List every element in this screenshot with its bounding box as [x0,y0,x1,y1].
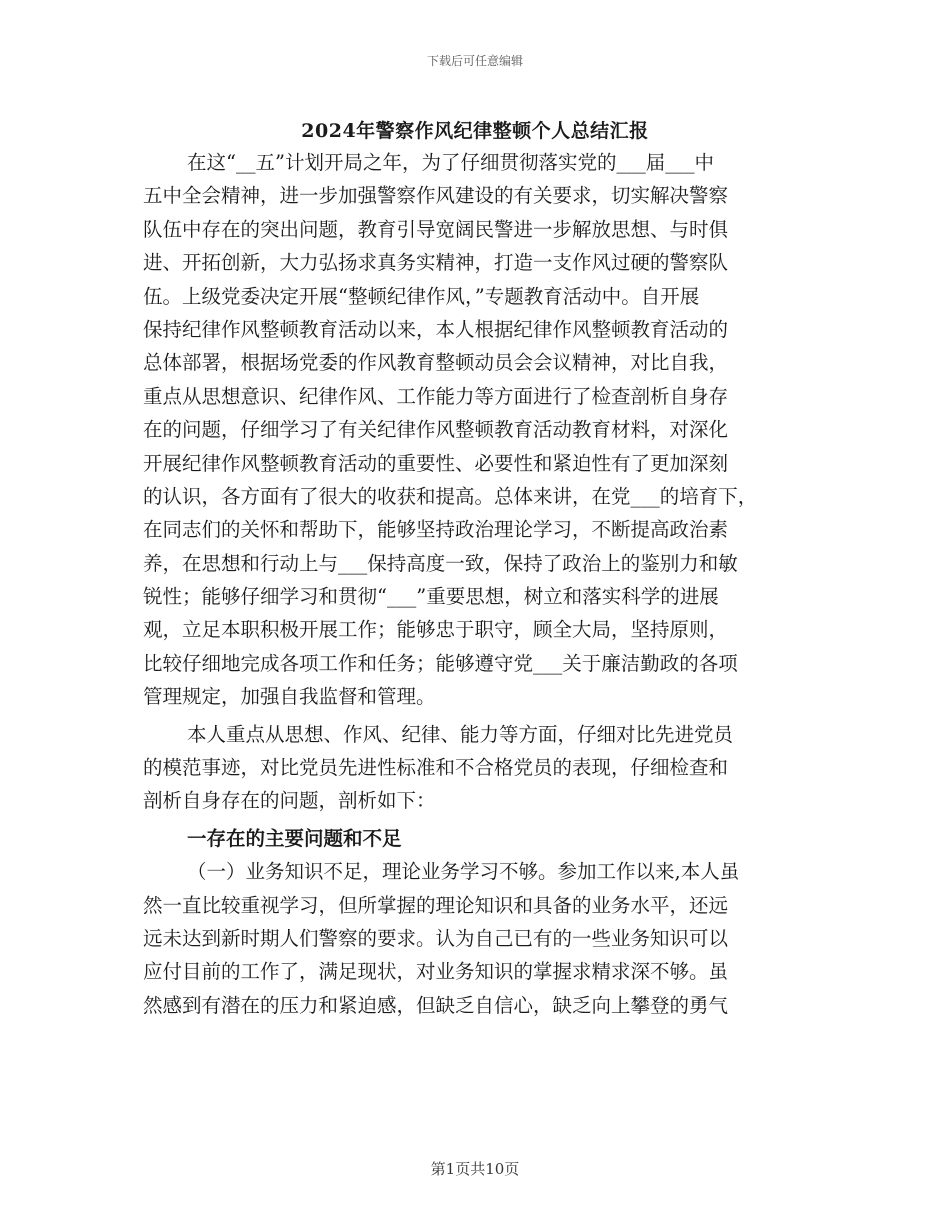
text-line: 锐性；能够仔细学习和贯彻“___”重要思想，树立和落实科学的进展 [143,585,719,609]
page-footer: 第1页共10页 [430,1160,520,1178]
text-line: 管理规定，加强自我监督和管理。 [143,685,436,709]
document-body [143,146,809,1022]
text-line: 保持纪律作风整顿教育活动以来，本人根据纪律作风整顿教育活动的 [143,317,729,341]
text-line: 在同志们的关怀和帮助下，能够坚持政治理论学习，不断提高政治素 [143,518,729,542]
paragraph-intro [143,146,809,714]
text-line: 养，在思想和行动上与___保持高度一致，保持了政治上的鉴别力和敏 [143,551,738,575]
text-line: 然感到有潜在的压力和紧迫感，但缺乏自信心，缺乏向上攀登的勇气 [143,993,729,1017]
text-line: 的模范事迹，对比党员先进性标准和不合格党员的表现，仔细检查和 [143,756,729,780]
text-line: 的认识，各方面有了很大的收获和提高。总体来讲，在党___的培育下， [143,484,758,508]
text-line: 应付目前的工作了，满足现状，对业务知识的掌握求精求深不够。虽 [143,960,729,984]
text-line: 在这“__五”计划开局之年，为了仔细贯彻落实党的___届___中 [187,151,714,174]
text-line: 队伍中存在的突出问题，教育引导宽阔民警进一步解放思想、与时俱 [143,217,729,241]
document-title: 2024年警察作风纪律整顿个人总结汇报 [301,120,649,142]
text-line: 远未达到新时期人们警察的要求。认为自己已有的一些业务知识可以 [143,926,729,950]
text-line: 比较仔细地完成各项工作和任务；能够遵守党___关于廉洁勤政的各项 [143,651,738,675]
text-line: 观，立足本职积极开展工作；能够忠于职守，顾全大局，坚持原则， [143,618,729,642]
text-line: （一）业务知识不足，理论业务学习不够。参加工作以来,本人虽 [187,860,740,884]
section-heading: 一存在的主要问题和不足 [187,826,402,850]
paragraph-analysis [143,718,809,818]
text-line: 重点从思想意识、纪律作风、工作能力等方面进行了检查剖析自身存 [143,384,729,408]
text-line: 开展纪律作风整顿教育活动的重要性、必要性和紧迫性有了更加深刻 [143,451,729,475]
text-line: 然一直比较重视学习，但所掌握的理论知识和具备的业务水平，还远 [143,893,729,917]
text-line: 进、开拓创新，大力弘扬求真务实精神，打造一支作风过硬的警察队 [143,251,729,275]
text-line: 在的问题，仔细学习了有关纪律作风整顿教育活动教育材料，对深化 [143,418,729,442]
text-line: 剖析自身存在的问题，剖析如下： [143,789,436,813]
text-line: 总体部署，根据场党委的作风教育整顿动员会会议精神，对比自我， [143,351,729,375]
text-line: 本人重点从思想、作风、纪律、能力等方面，仔细对比先进党员 [187,722,734,746]
text-line: 五中全会精神，进一步加强警察作风建设的有关要求，切实解决警察 [143,184,729,208]
paragraph-problems [143,855,809,1022]
page-header: 下载后可任意编辑 [426,54,523,68]
text-line: 伍。上级党委决定开展“整顿纪律作风，”专题教育活动中。自开展 [143,284,700,308]
